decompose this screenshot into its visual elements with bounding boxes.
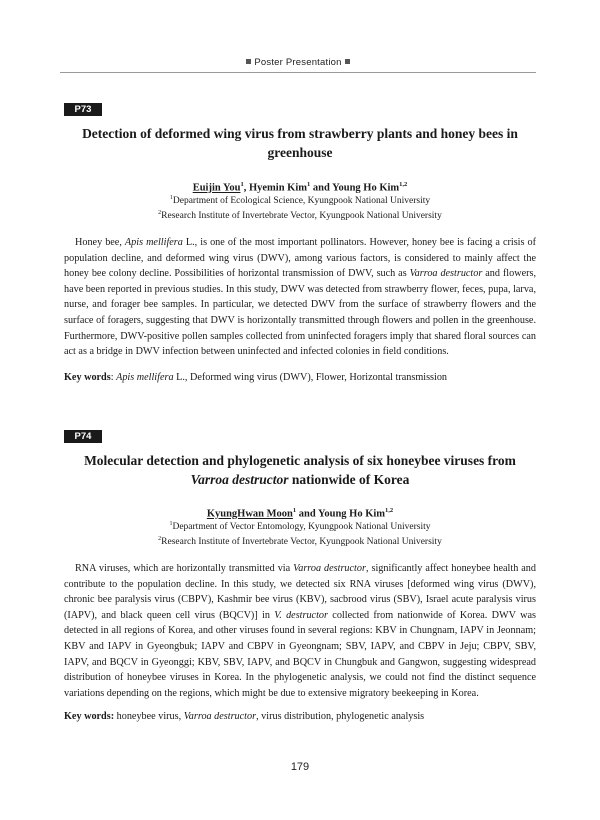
author-name: Euijin You bbox=[192, 182, 241, 194]
author-sep: and bbox=[310, 182, 333, 194]
abstract-title-p74 bbox=[64, 451, 536, 489]
title-line: Detection of deformed wing virus from strawberry plants and honey bees in bbox=[82, 126, 518, 141]
abstract-body-p73 bbox=[64, 235, 536, 360]
affiliation-line bbox=[64, 533, 536, 548]
title-italic: Varroa destructor bbox=[190, 472, 289, 487]
author-name: Young Ho Kim bbox=[317, 508, 386, 520]
keywords-p73 bbox=[64, 371, 536, 385]
square-bullet-icon bbox=[246, 59, 251, 64]
title-text: nationwide of Korea bbox=[288, 472, 410, 487]
author-sep: , bbox=[243, 182, 249, 194]
affiliations-p73 bbox=[64, 192, 536, 222]
square-bullet-icon bbox=[345, 59, 350, 64]
title-line: Molecular detection and phylogenetic analysis of six honeybee viruses from bbox=[84, 453, 516, 468]
body-italic: Varroa destructor bbox=[409, 268, 483, 280]
affil-text: Department of Vector Entomology, Kyungpook National University bbox=[172, 522, 431, 533]
title-line bbox=[64, 470, 536, 489]
body-text: and flowers, have been reported in previous studies. In this study, DWV was detected from strawberry flower, feces, pupa, larva, nurse, and forager bee samples. In particular, we detected DWV from the surface of strawberry flowers and the surface of foragers, suggesting that DWV is horizontally transmitted through flowers and pollen in the greenhouse. Furthermore, DWV-positive pollen samples collected from uninfected foragers imply that shared floral sources can act as a bridge in DWV infection between uninfected and infected colonies in field conditions. bbox=[64, 268, 536, 358]
author-name: Hyemin Kim bbox=[248, 182, 308, 194]
affiliations-p74 bbox=[64, 518, 536, 548]
affil-sup: 1 bbox=[169, 521, 173, 527]
keywords-label: Key words bbox=[64, 372, 111, 383]
affil-text: Department of Ecological Science, Kyungpook National University bbox=[172, 196, 431, 207]
affil-sup: 2 bbox=[158, 210, 162, 217]
keywords-text: : bbox=[110, 372, 117, 383]
page-number: 179 bbox=[290, 761, 310, 773]
body-text: , significantly affect honeybee health and contribute to the population decline. In this study, we detected six RNA viruses [deformed wing virus (DWV), chronic bee paralysis virus (CBPV), Kashmir bee virus (KBV), sacbrood virus (SBV), Israel acute paralysis virus (IAPV), and black queen cell virus (BQCV)] in bbox=[64, 563, 536, 621]
author-affil-sup: 1,2 bbox=[399, 181, 408, 188]
author-affil-sup: 1,2 bbox=[385, 507, 394, 514]
affil-text: Research Institute of Invertebrate Vector, Kyungpook National University bbox=[161, 537, 442, 548]
keywords-text: honeybee virus, bbox=[114, 711, 184, 722]
abstract-body-p74 bbox=[64, 561, 536, 701]
body-text: collected from nationwide of Korea. DWV was detected in all regions of Korea, and other viruses found in several regions: KBV in Chungnam, IAPV in Jeonnam; KBV and IAPV in Gyeongbuk; IAPV and CBPV in Gyeongnam; SBV, IAPV, and CBPV in Jeju; CBPV, SBV, IAPV, and BQCV in Gyeonggi; KBV, SBV, IAPV, and BQCV in Chungbuk and Gangwon, suggesting widespread distribution of honeybee viruses in Korea. In the phylogenetic analysis, we could not find the distinct sequence variations depending on the regions, which might be due to extensive migratory beekeeping in Korea. bbox=[64, 609, 536, 699]
keywords-text: , virus distribution, phylogenetic analysis bbox=[256, 711, 425, 722]
running-header bbox=[60, 57, 536, 68]
keywords-italic: Varroa destructor bbox=[183, 711, 257, 722]
affiliation-line bbox=[64, 518, 536, 533]
keywords-italic: Apis mellifera bbox=[116, 372, 174, 383]
body-italic: Varroa destructor bbox=[293, 563, 366, 574]
poster-badge-p74: P74 bbox=[64, 430, 102, 443]
keywords-p74 bbox=[64, 710, 536, 724]
author-sep: and bbox=[296, 508, 318, 520]
author-affil-sup: 1 bbox=[307, 181, 311, 188]
affiliation-line bbox=[64, 192, 536, 207]
affil-text: Research Institute of Invertebrate Vector, Kyungpook National University bbox=[161, 211, 442, 222]
poster-badge-p73: P73 bbox=[64, 103, 102, 116]
abstract-title-p73 bbox=[64, 124, 536, 162]
body-text: Honey bee, bbox=[75, 237, 125, 248]
header-rule bbox=[60, 72, 536, 73]
header-label: Poster Presentation bbox=[254, 57, 342, 68]
author-name: KyungHwan Moon bbox=[206, 508, 293, 520]
keywords-text: L., Deformed wing virus (DWV), Flower, Horizontal transmission bbox=[173, 372, 448, 383]
keywords-label: Key words: bbox=[64, 711, 115, 722]
title-line: greenhouse bbox=[267, 145, 333, 160]
body-text: L., is one of the most important pollinators. However, honey bee is facing a crisis of population decline, and deformed wing virus (DWV), among various factors, is considered to mainly affect the honey bee colony decline. Possibilities of horizontal transmission of DWV, such as bbox=[64, 237, 536, 280]
author-affil-sup: 1 bbox=[240, 181, 244, 188]
body-italic: V. destructor bbox=[274, 609, 328, 621]
affil-sup: 2 bbox=[158, 536, 162, 543]
author-name: Young Ho Kim bbox=[332, 182, 400, 194]
affil-sup: 1 bbox=[169, 195, 173, 201]
body-italic: Apis mellifera bbox=[124, 237, 183, 248]
body-text: RNA viruses, which are horizontally transmitted via bbox=[75, 563, 294, 574]
affiliation-line bbox=[64, 207, 536, 222]
author-affil-sup: 1 bbox=[292, 507, 297, 514]
